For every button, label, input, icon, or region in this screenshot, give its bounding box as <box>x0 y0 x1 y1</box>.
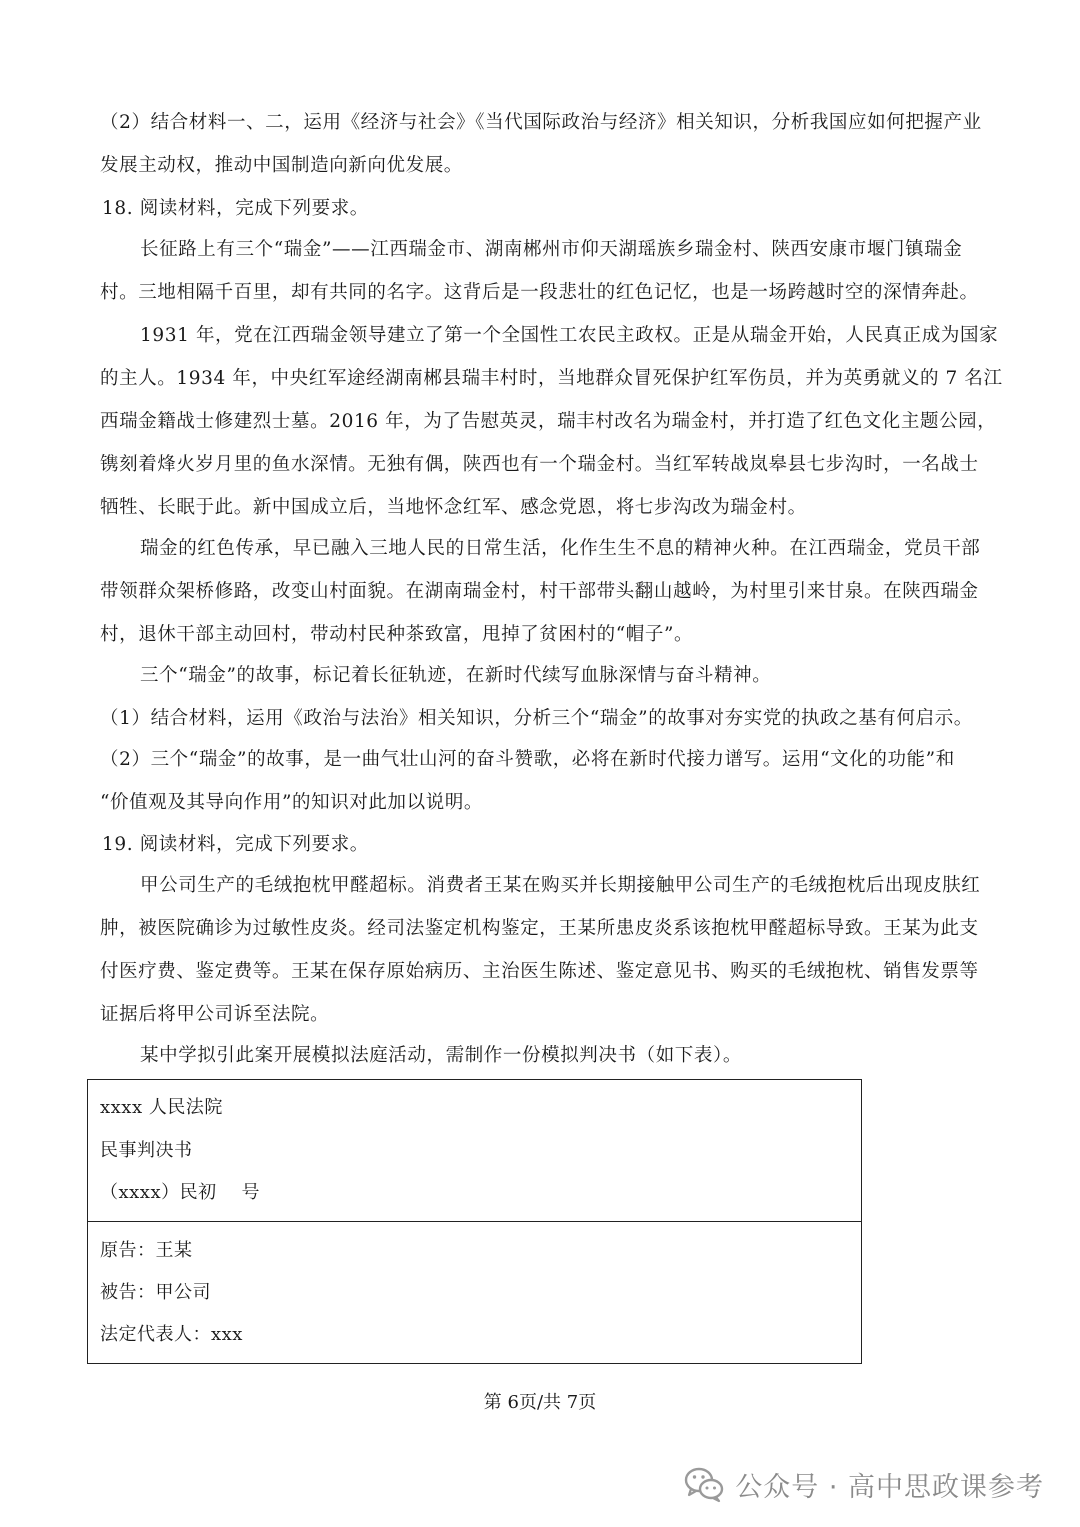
table-divider <box>88 1221 861 1222</box>
legal-representative: 法定代表人：xxx <box>100 1324 243 1345</box>
q19-paragraph-line: 付医疗费、鉴定费等。王某在保存原始病历、主治医生陈述、鉴定意见书、购买的毛绒抱枕、销售发票等 <box>100 961 979 982</box>
q18-paragraph-line: 牺牲、长眠于此。新中国成立后，当地怀念红军、感念党恩，将七步沟改为瑞金村。 <box>100 497 807 518</box>
q18-paragraph-line: 瑞金的红色传承，早已融入三地人民的日常生活，化作生生不息的精神火种。在江西瑞金，党员干部 <box>140 538 981 559</box>
q17-part2-line: （2）结合材料一、二，运用《经济与社会》《当代国际政治与经济》相关知识，分析我国应如何把握产业 <box>100 112 982 133</box>
q19-paragraph-line: 甲公司生产的毛绒抱枕甲醛超标。消费者王某在购买并长期接触甲公司生产的毛绒抱枕后出现皮肤红 <box>140 875 981 896</box>
q18-paragraph-line: 的主人。1934 年，中央红军途经湖南郴县瑞丰村时，当地群众冒死保护红军伤员，并为英勇就义的 7 名江 <box>100 368 1003 389</box>
page-number: 第 6页/共 7页 <box>483 1392 597 1413</box>
q18-question-2-line: （2）三个“瑞金”的故事，是一曲气壮山河的奋斗赞歌，必将在新时代接力谱写。运用“文化的功能”和 <box>100 749 955 770</box>
document-type: 民事判决书 <box>100 1140 193 1161</box>
q18-paragraph-line: 村，退休干部主动回村，带动村民种茶致富，甩掉了贫困村的“帽子”。 <box>100 624 694 645</box>
judgment-table <box>87 1079 862 1364</box>
q18-paragraph-line: 带领群众架桥修路，改变山村面貌。在湖南瑞金村，村干部带头翻山越岭，为村里引来甘泉。在陕西瑞金 <box>100 581 979 602</box>
q19-paragraph-line: 证据后将甲公司诉至法院。 <box>100 1004 330 1025</box>
q18-question-1: （1）结合材料，运用《政治与法治》相关知识，分析三个“瑞金”的故事对夯实党的执政之基有何启示。 <box>100 708 973 729</box>
q19-paragraph-line: 肿，被医院确诊为过敏性皮炎。经司法鉴定机构鉴定，王某所患皮炎系该抱枕甲醛超标导致。王某为此支 <box>100 918 979 939</box>
q18-paragraph-line: 长征路上有三个“瑞金”——江西瑞金市、湖南郴州市仰天湖瑶族乡瑞金村、陕西安康市堰门镇瑞金 <box>140 239 963 260</box>
q19-paragraph-line: 某中学拟引此案开展模拟法庭活动，需制作一份模拟判决书（如下表）。 <box>140 1045 742 1066</box>
q18-paragraph-line: 村。三地相隔千百里，却有共同的名字。这背后是一段悲壮的红色记忆，也是一场跨越时空的深情奔赴。 <box>100 282 979 303</box>
q18-paragraph-line: 三个“瑞金”的故事，标记着长征轨迹，在新时代续写血脉深情与奋斗精神。 <box>140 665 772 686</box>
q18-title: 18. 阅读材料，完成下列要求。 <box>102 198 369 219</box>
q18-paragraph-line: 1931 年，党在江西瑞金领导建立了第一个全国性工农民主政权。正是从瑞金开始，人民真正成为国家 <box>140 325 999 346</box>
case-number: （xxxx）民初 号 <box>100 1182 260 1203</box>
watermark-text: 公众号 · 高中思政课参考 <box>735 1471 1044 1503</box>
q18-question-2-line: “价值观及其导向作用”的知识对此加以说明。 <box>100 792 484 813</box>
watermark <box>683 1462 1044 1506</box>
plaintiff: 原告：王某 <box>100 1240 193 1261</box>
q17-part2-line: 发展主动权，推动中国制造向新向优发展。 <box>100 155 463 176</box>
q19-title: 19. 阅读材料，完成下列要求。 <box>102 834 369 855</box>
defendant: 被告：甲公司 <box>100 1282 211 1303</box>
q18-paragraph-line: 西瑞金籍战士修建烈士墓。2016 年，为了告慰英灵，瑞丰村改名为瑞金村，并打造了红色文化主题公园， <box>100 411 997 432</box>
wechat-icon <box>683 1464 725 1504</box>
court-name: xxxx 人民法院 <box>100 1097 223 1118</box>
q18-paragraph-line: 镌刻着烽火岁月里的鱼水深情。无独有偶，陕西也有一个瑞金村。当红军转战岚皋县七步沟时，一名战士 <box>100 454 979 475</box>
